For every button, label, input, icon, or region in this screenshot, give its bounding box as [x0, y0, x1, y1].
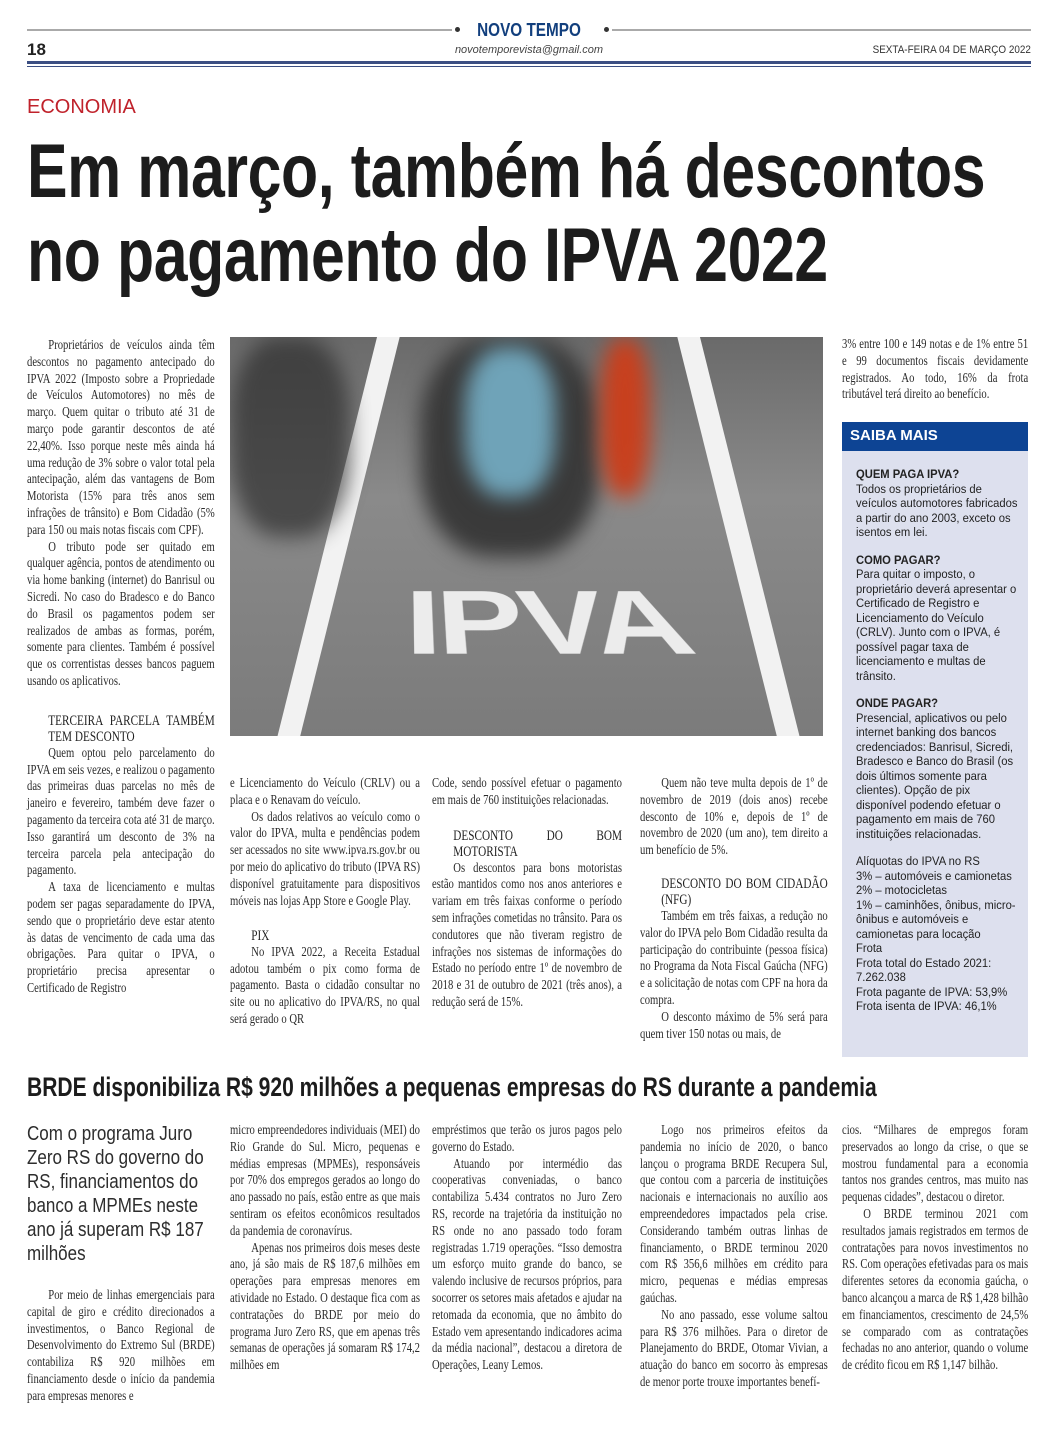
subheading: DESCONTO DO BOM CIDADÃO (NFG) [661, 875, 828, 909]
paragraph: Também em três faixas, a redução no valor do IPVA pelo Bom Cidadão resulta da participação do contribuinte (pessoa física) no Programa da Nota Fiscal Gaúcha (NFG) e a solicitação de notas com CPF na hora da compra. [640, 908, 828, 1008]
article1-column-3 [432, 776, 622, 1012]
paragraph: 3% entre 100 e 149 notas e de 1% entre 51 e 99 documentos fiscais devidamente registrados. Ao todo, 16% da frota tributável terá direito ao benefício. [842, 337, 1029, 403]
saiba-mais-box [842, 422, 1028, 1057]
fleet-line: Frota isenta de IPVA: 46,1% [856, 999, 997, 1013]
rate-line: Frota [856, 941, 883, 955]
section-label: ECONOMIA [27, 96, 136, 118]
paragraph: Quem optou pelo parcelamento do IPVA em seis vezes, e realizou o pagamento das primeiras duas parcelas no mês de janeiro e fevereiro, também deve fazer o pagamento da terceira cota até 31 de março. Isso garantirá um desconto de 3% na terceira parcela pela antecipação do pagamento. [27, 745, 215, 879]
article2-column-4 [640, 1123, 828, 1392]
paragraph: A taxa de licenciamento e multas podem ser pagas separadamente do IPVA, sendo que o proprietário deve estar atento às datas de vencimento de cada uma das obrigações. Para quitar o IPVA, o proprietário precisa apresentar o Certificado de Registro [27, 880, 215, 996]
faq-question: ONDE PAGAR? [856, 696, 939, 710]
article1-column-5 [842, 337, 1028, 404]
article1-column-1 [27, 338, 215, 998]
page-number: 18 [27, 40, 46, 59]
paragraph: Atuando por intermédio das cooperativas conveniadas, o banco contabiliza 5.434 contratos no Juro Zero RS, recorde na trajetória da instituição no RS onde no ano passado todo foram registradas 1.719 operações. “Isso demostra um esforço muito grande do banco, se valendo inclusive de recursos próprios, para socorrer os setores mais afetados e ajudar na retomada da economia, que no âmbito do Estado vem apresentando indicadores acima da média nacional”, destacou a diretora de Operações, Leany Lemos. [432, 1156, 622, 1374]
paragraph: No ano passado, esse volume saltou para R$ 376 milhões. Para o diretor de Planejamento do BRDE, Otomar Vivian, a atuação do banco em socorro às empresas de menor porte trouxe importantes benefí- [640, 1307, 828, 1390]
rate-line: Alíquotas do IPVA no RS [856, 854, 980, 868]
rate-line: 1% – caminhões, ônibus, micro-ônibus e automóveis e camionetas para locação [856, 897, 1016, 941]
article2-column-2 [230, 1123, 420, 1375]
paragraph: Os dados relativos ao veículo como o valor do IPVA, multa e pendências podem ser acessados no site www.ipva.rs.gov.br ou por meio do aplicativo do tributo (IPVA RS) disponível gratuitamente para dispositivos móveis nas lojas App Store e Google Play. [230, 809, 420, 909]
paragraph: O BRDE terminou 2021 com resultados jamais registrados em termos de contratações para novos investimentos no RS. Com operações efetivadas para os mais diferentes setores da economia gaúcha, o banco alcançou a marca de R$ 1,428 bilhão em financiamentos, crescimento de 24,5% se comparado com as contratações fechadas no ano anterior, quando o volume de crédito ficou em R$ 1,147 bilhão. [842, 1206, 1029, 1374]
faq-question: QUEM PAGA IPVA? [856, 467, 960, 481]
article2-column-1 [27, 1288, 215, 1406]
headline-line-1: Em março, também há descontos [27, 129, 986, 214]
saiba-mais-title: SAIBA MAIS [842, 422, 1028, 451]
fleet-line: Frota pagante de IPVA: 53,9% [856, 984, 1008, 999]
article2-column-3 [432, 1123, 622, 1375]
faq-question: COMO PAGAR? [856, 552, 941, 567]
contact-email: novotemporevista@gmail.com [454, 44, 604, 56]
paragraph: O tributo pode ser quitado em qualquer agência, pontos de atendimento ou via home banking (internet) do Banrisul ou Sicredi. No caso do Bradesco e do Banco do Brasil os pagamentos podem ser realizados de ambas as formas, porém, somente para clientes. Também é possível que os correntistas desses bancos paguem usando os aplicativos. [27, 539, 215, 689]
article-photo [230, 337, 823, 736]
paragraph: e Licenciamento do Veículo (CRLV) ou a placa e o Renavam do veículo. [230, 776, 420, 808]
paragraph: micro empreendedores individuais (MEI) do Rio Grande do Sul. Micro, pequenas e médias empresas (MPMEs), responsáveis por 70% dos empregos gerados ao longo do ano passado no país, estão entre as que mais sentiram os efeitos econômicos resultados da pandemia de coronavírus. [230, 1123, 420, 1239]
faq-answer: Presencial, aplicativos ou pelo internet banking dos bancos credenciados: Banrisul, Sicredi, Bradesco e Banco do Brasil (os dois últimos somente para clientes). Opção de pix disponível podendo efetuar o pagamento em mais de 760 instituições relacionadas. [856, 710, 1014, 841]
rate-line: 3% – automóveis e camionetas [856, 868, 1012, 883]
paragraph: empréstimos que terão os juros pagos pelo governo do Estado. [432, 1123, 622, 1155]
subheading: DESCONTO DO BOM MOTORISTA [453, 827, 622, 861]
header-divider [27, 61, 1031, 67]
paragraph: Proprietários de veículos ainda têm descontos no pagamento antecipado do IPVA 2022 (Imposto sobre a Propriedade de Veículos Automotores) no mês de março. Quem quitar o tributo até 31 de março pode garantir descontos de até 22,40%. Isso porque neste mês ainda há uma redução de 3% sobre o valor total pela antecipação, além das vantagens de Bom Motorista (15% para três anos sem infrações de trânsito) e Bom Cidadão (5% para 150 ou mais notas fiscais com CPF). [27, 338, 215, 538]
paragraph: Por meio de linhas emergenciais para capital de giro e crédito direcionados a investimentos, o Banco Regional de Desenvolvimento do Extremo Sul (BRDE) contabiliza R$ 920 milhões em financiamento desde o início da pandemia para empresas menores e [27, 1288, 215, 1404]
photo-ipva-text: IPVA [405, 574, 704, 677]
paragraph: No IPVA 2022, a Receita Estadual adotou também o pix como forma de pagamento. Basta o cidadão consultar no site ou no aplicativo do IPVA/RS, no qual será gerado o QR [230, 944, 420, 1028]
paragraph: Quem não teve multa depois de 1º de novembro de 2019 (dois anos) recebe desconto de 10% e, depois de 1º de novembro de 2020 (um ano), tem direito a um benefício de 5%. [640, 776, 828, 859]
paragraph: Logo nos primeiros efeitos da pandemia no início de 2020, o banco lançou o programa BRDE Recupera Sul, que contou com a parceria de instituições nacionais e internacionais no auxílio aos empreendedores impactados pela crise. Considerando também outras linhas de financiamento, o BRDE terminou 2020 com R$ 356,6 milhões em crédito para micro, pequenas e médias empresas gaúchas. [640, 1123, 828, 1306]
publication-name: NOVO TEMPO [477, 20, 581, 40]
paragraph: Code, sendo possível efetuar o pagamento em mais de 760 instituições relacionadas. [432, 776, 622, 808]
article2-headline: BRDE disponibiliza R$ 920 milhões a pequenas empresas do RS durante a pandemia [27, 1072, 877, 1102]
article1-column-2 [230, 776, 420, 1029]
article2-lead: Com o programa Juro Zero RS do governo do RS, financiamentos do banco a MPMEs neste ano já superam R$ 187 milhões [27, 1123, 204, 1265]
subheading: PIX [251, 928, 270, 945]
rate-line: 2% – motocicletas [856, 883, 947, 897]
article1-column-4 [640, 776, 828, 1043]
paragraph: Apenas nos primeiros dois meses deste ano, já são mais de R$ 187,6 milhões em operações para empresas menores em atividade no Estado. O destaque fica com as contratações do BRDE por meio do programa Juro Zero RS, que em apenas três semanas de operações já somaram R$ 174,2 milhões em [230, 1240, 420, 1374]
faq-answer: Para quitar o imposto, o proprietário deverá apresentar o Certificado de Registro e Licenciamento do Veículo (CRLV). Junto com o IPVA, é possível pagar taxa de licenciamento e multas de trânsito. [856, 567, 1017, 683]
subheading: TERCEIRA PARCELA TAMBÉM TEM DESCONTO [48, 712, 215, 746]
headline-line-2: no pagamento do IPVA 2022 [27, 213, 828, 298]
fleet-line: Frota total do Estado 2021: 7.262.038 [856, 955, 992, 984]
issue-date: SEXTA-FEIRA 04 DE MARÇO 2022 [872, 44, 1031, 56]
faq-answer: Todos os proprietários de veículos automotores fabricados a partir do ano 2003, exceto os isentos em lei. [856, 481, 1018, 539]
paragraph: O desconto máximo de 5% será para quem tiver 150 notas ou mais, de [640, 1009, 828, 1042]
article2-column-5 [842, 1123, 1028, 1375]
paragraph: Os descontos para bons motoristas estão mantidos como nos anos anteriores e variam em três faixas conforme o período sem infrações cometidas no trânsito. Para os condutores que não tiveram registro de infrações nos sistemas de informações do Estado no período entre 1º de novembro de 2018 e 31 de outubro de 2021 (três anos), a redução será de 15%. [432, 860, 622, 1010]
paragraph: cios. “Milhares de empregos foram preservados ao longo da crise, o que se mostrou fundamental para a economia tantos nos grandes centros, mas muito nas pequenas cidades”, destacou o diretor. [842, 1123, 1029, 1206]
